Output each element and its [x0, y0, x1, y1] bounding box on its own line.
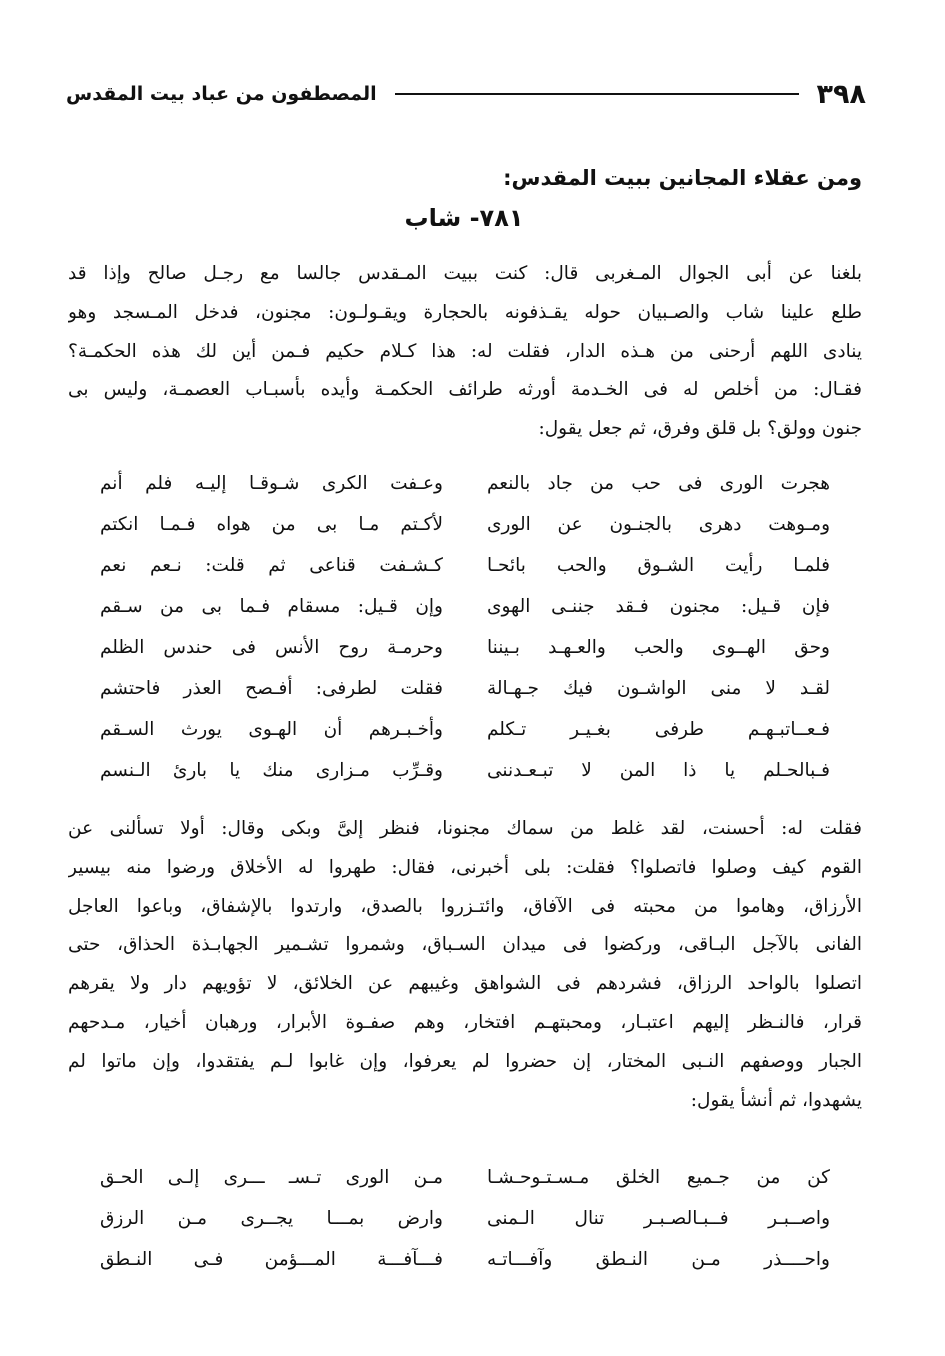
verse	[100, 1198, 830, 1239]
paragraph-dialogue	[68, 810, 862, 1120]
page-number: ٣٩٨	[816, 78, 866, 110]
verse-first-hemistich: واحــــذر مـن النـطق وآفـــاتـه	[487, 1249, 830, 1270]
text-line: فقـال: من أخلص له فى الخـدمة أورثه طرائف الحكمـة وأيده بأسبـاب العصمـة، وليس بى	[68, 379, 862, 401]
verse	[100, 1157, 830, 1198]
verse	[100, 586, 830, 627]
verse-first-hemistich: ومـوهت دهرى بالجنـون عن الورى	[487, 514, 830, 535]
text-line: القوم كيف وصلوا فاتصلوا؟ فقلت: بلى أخبرنى، فقال: طهروا له الأخلاق ورضوا منه بيسير	[68, 856, 862, 878]
verse-second-hemistich: وحرمـة روح الأنس فى حندس الظلم	[100, 637, 443, 658]
paragraph-intro	[68, 255, 862, 449]
text-line: بلغنا عن أبى الجوال المـغربى قال: كنت ببيت المـقدس جالسا مع رجـل صالح وإذا قد	[68, 263, 862, 284]
verse	[100, 627, 830, 668]
verse-first-hemistich: فـبالحـلم يا ذا المن لا تبـعـدننى	[487, 760, 830, 781]
text-line: ينادى اللهم أرحنى من هـذه الدار، فقلت له: هذا كـلام حكيم فـمن أين لك هذه الحكمـة؟	[68, 340, 862, 362]
verse-first-hemistich: لقـد لا منى الواشـون فيك جـهـالة	[487, 678, 830, 699]
text-line: جنون وولق؟ بل قلق وفرق، ثم جعل يقول:	[538, 418, 862, 440]
text-line: الأرزاق، وهاموا من محبته فى الآفاق، وائتـزروا بالصدق، وارتدوا بالإشفاق، وباعوا العاجل	[68, 895, 862, 917]
section-heading: ومن عقلاء المجانين ببيت المقدس:	[503, 166, 862, 190]
verse-first-hemistich: فإن قـيل: مجنون فـقد جننـى الهوى	[487, 596, 830, 617]
verse	[100, 750, 830, 791]
verse	[100, 504, 830, 545]
verse-second-hemistich: وأخـبـرهم أن الهـوى يورث السـقم	[100, 719, 443, 740]
verse-second-hemistich: وارض بمـــا يجــرى مـن الرزق	[100, 1208, 443, 1229]
page-header	[66, 74, 866, 114]
verse-second-hemistich: لأكـتم مـا بى من هواه فـمـا انكتم	[100, 514, 443, 535]
poem-second	[100, 1157, 830, 1280]
verse-first-hemistich: كن من جـميع الخلق مـسـتـوحـشـا	[487, 1167, 830, 1188]
text-line: اتصلوا بالواحد الرزاق، فشردهم فى الشواهق وغيبهم عن الخلائق، لا تؤويهم دار ولا يقرهم	[68, 973, 862, 995]
text-line: فقلت له: أحسنت، لقد غلط من سماك مجنونا، فنظر إلىَّ وبكى وقال: أولا تسألنى عن	[68, 818, 862, 839]
verse-second-hemistich: مـن الورى تـسـ ـــرى إلـى الحـق	[100, 1167, 443, 1188]
verse	[100, 709, 830, 750]
verse-second-hemistich: فقلت لطرفى: أفـصح العذر فاحتشم	[100, 678, 443, 699]
verse-second-hemistich: وعـفت الكرى شـوقـا إليـه فلم أنم	[100, 473, 443, 494]
verse	[100, 545, 830, 586]
entry-title: ٧٨١- شاب	[404, 204, 524, 232]
text-line: يشهدوا، ثم أنشأ يقول:	[690, 1089, 862, 1111]
verse-first-hemistich: وحق الهــوى والحب والعـهـد بـيننا	[487, 637, 830, 658]
verse	[100, 668, 830, 709]
verse	[100, 1239, 830, 1280]
verse-second-hemistich: وإن قـيل: مسقام فـما بى من سـقم	[100, 596, 443, 617]
text-line: الفانى بالآجل البـاقى، وركضوا فى ميدان السـباق، وشمروا تشـمير الجهابـذة الحذاق، حتى	[68, 934, 862, 956]
text-line: طلع علينا شاب والصـبيان حوله يقـذفونه بالحجارة ويقـولـون: مجنون، فدخل المـسجد وهو	[68, 301, 862, 323]
poem-first	[100, 463, 830, 791]
verse-second-hemistich: كـشـفت قناعى ثم قلت: نـعم نعم	[100, 555, 443, 576]
running-title: المصطفون من عباد بيت المقدس	[66, 83, 377, 105]
verse-first-hemistich: هجرت الورى فى حب من جاد بالنعم	[487, 473, 830, 494]
verse-second-hemistich: فـــآفـــة المـــؤمن فـى النـطق	[100, 1249, 443, 1270]
verse-second-hemistich: وقـرِّب مـزارى منك يا بارئ الـنسم	[100, 760, 443, 781]
verse-first-hemistich: واصــبـر فــبـالصـبـر تنال الـمنى	[487, 1208, 830, 1229]
verse-first-hemistich: فـعــاتبـهـم طرفى بغـيـر تـكلم	[487, 719, 830, 740]
verse-first-hemistich: فلمـا رأيت الشـوق والحب بائحـا	[487, 555, 830, 576]
text-line: الجبار ووصفهم النـبى المختار، إن حضروا لم يعرفوا، وإن غابوا لـم يفتقدوا، وإن ماتوا لم	[68, 1050, 862, 1072]
header-rule	[395, 93, 799, 95]
text-line: قرار، فالنـظر إليهم اعتبـار، ومحبتهـم افتخار، وهم صفـوة الأبرار، ورهبان أخيار، مـدحهم	[68, 1011, 862, 1033]
verse	[100, 463, 830, 504]
